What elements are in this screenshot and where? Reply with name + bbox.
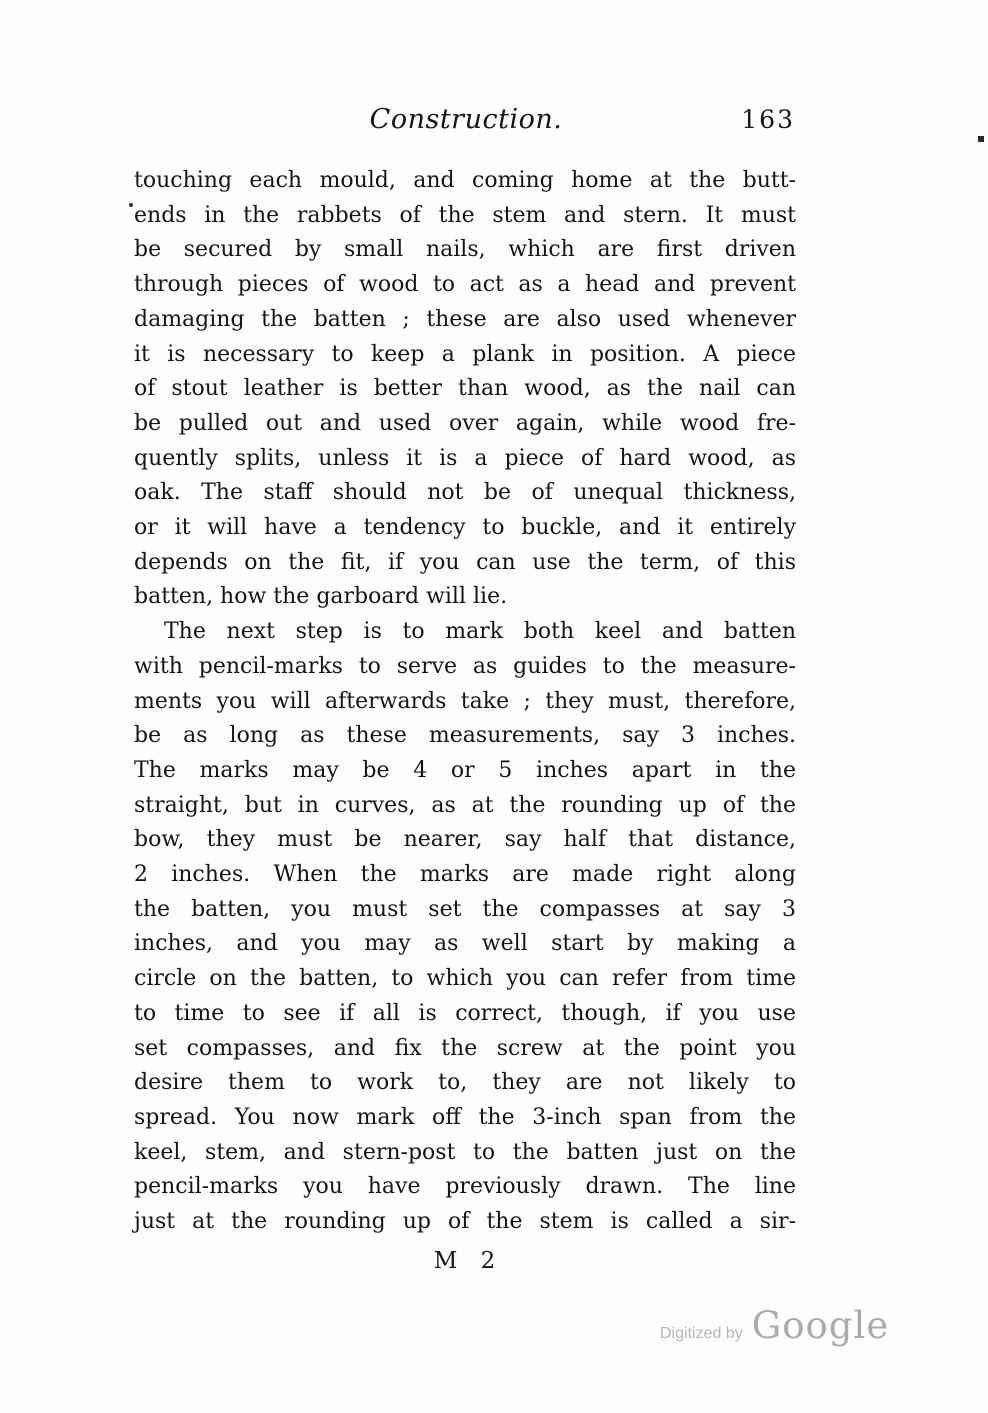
paragraph-1	[134, 164, 796, 615]
text-line: 2 inches. When the marks are made right along	[134, 862, 796, 888]
text-line: bow, they must be nearer, say half that distance,	[134, 827, 796, 853]
text-line: inches, and you may as well start by making a	[134, 931, 796, 957]
text-line: straight, but in curves, as at the rounding up of the	[134, 792, 796, 818]
text-line: be pulled out and used over again, while wood fre-	[134, 410, 796, 436]
text-line: The marks may be 4 or 5 inches apart in the	[134, 757, 796, 783]
footer	[660, 1304, 889, 1347]
page-number: 163	[741, 105, 795, 134]
text-line: be secured by small nails, which are first driven	[134, 237, 796, 263]
text-line: it is necessary to keep a plank in position. A piece	[134, 341, 796, 367]
text-line: through pieces of wood to act as a head and prevent	[134, 272, 796, 298]
body-text	[134, 164, 796, 1240]
text-line: the batten, you must set the compasses at say 3	[134, 896, 796, 922]
text-line: desire them to work to, they are not likely to	[134, 1070, 796, 1096]
scan-dot-artifact	[129, 203, 133, 207]
text-line: with pencil-marks to serve as guides to the measure-	[134, 653, 796, 679]
text-line: of stout leather is better than wood, as the nail can	[134, 376, 796, 402]
text-line: be as long as these measurements, say 3 inches.	[134, 723, 796, 749]
text-line: ends in the rabbets of the stem and stern. It must	[134, 202, 796, 228]
page-header	[135, 104, 797, 140]
text-line: batten, how the garboard will lie.	[134, 584, 508, 610]
text-line: ments you will afterwards take ; they must, therefore,	[134, 688, 796, 714]
text-line: set compasses, and fix the screw at the point you	[134, 1035, 796, 1061]
scan-speck-artifact	[978, 136, 984, 142]
signature-mark: M 2	[433, 1248, 497, 1274]
text-line: to time to see if all is correct, though, if you use	[134, 1000, 796, 1026]
google-logo: Google	[751, 1304, 890, 1347]
text-line: depends on the fit, if you can use the term, of this	[134, 549, 796, 575]
digitized-by-label: Digitized by	[660, 1325, 743, 1342]
text-line: quently splits, unless it is a piece of hard wood, as	[134, 445, 796, 471]
text-line: or it will have a tendency to buckle, and it entirely	[134, 515, 796, 541]
text-line: spread. You now mark off the 3-inch span from the	[134, 1104, 796, 1130]
text-line: keel, stem, and stern-post to the batten just on the	[134, 1139, 796, 1165]
text-line: damaging the batten ; these are also used whenever	[134, 306, 796, 332]
text-line: touching each mould, and coming home at the butt-	[134, 168, 796, 193]
text-line: oak. The staff should not be of unequal thickness,	[134, 480, 796, 506]
running-title: Construction.	[369, 104, 563, 135]
text-line: pencil-marks you have previously drawn. The line	[134, 1174, 796, 1200]
paragraph-2	[134, 615, 796, 1240]
text-line: circle on the batten, to which you can refer from time	[134, 966, 796, 992]
text-line: just at the rounding up of the stem is called a sir-	[134, 1209, 796, 1235]
text-line: The next step is to mark both keel and batten	[164, 619, 796, 645]
